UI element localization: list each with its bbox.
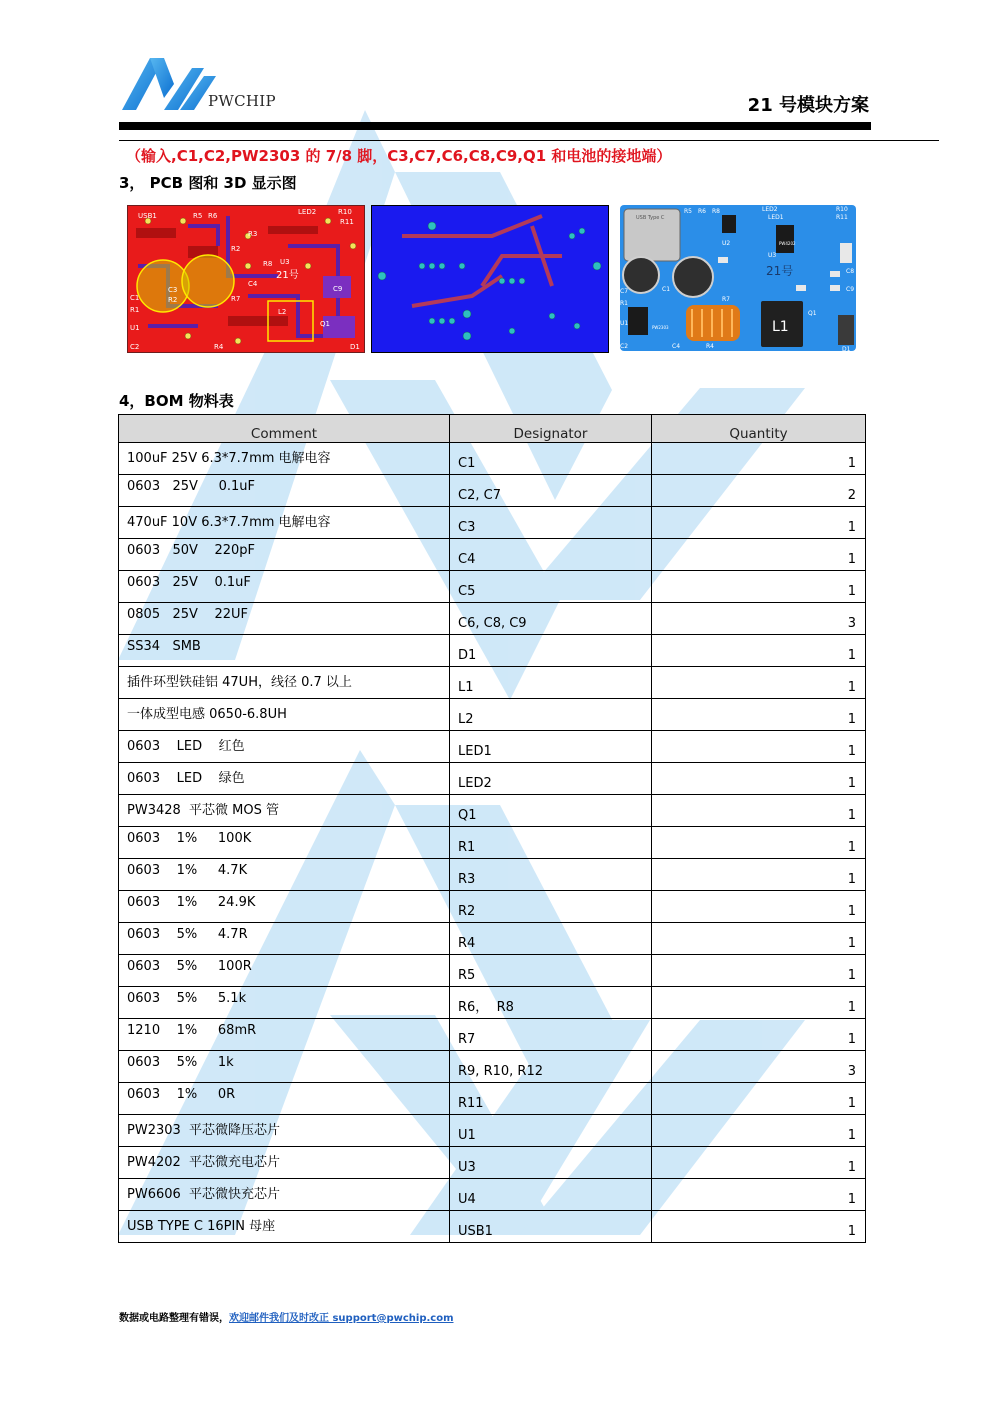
pcb-top-label: R2	[231, 245, 241, 253]
table-row	[119, 1019, 866, 1051]
cell-comment: 0603 25V 0.1uF	[119, 475, 450, 507]
cell-designator: C5	[450, 571, 652, 603]
cell-designator: R11	[450, 1083, 652, 1115]
table-row	[119, 539, 866, 571]
header-rule-thick	[119, 122, 871, 130]
cell-designator: R4	[450, 923, 652, 955]
pcb-3d-label: R1	[620, 300, 628, 307]
pcb-3d-label: R7	[722, 296, 730, 303]
cell-designator: U1	[450, 1115, 652, 1147]
cell-quantity: 1	[652, 827, 866, 859]
cell-quantity: 1	[652, 763, 866, 795]
pcb-bottom-layer-image	[371, 205, 609, 353]
pcb-3d-label: D1	[842, 346, 851, 351]
cell-comment: PW3428 平芯微 MOS 管	[119, 795, 450, 827]
cell-comment: PW4202 平芯微充电芯片	[119, 1147, 450, 1179]
cell-designator: R7	[450, 1019, 652, 1051]
table-row	[119, 1179, 866, 1211]
pcb-top-label: R7	[231, 295, 241, 303]
pcb-3d-label: PW4202	[779, 241, 796, 246]
table-row	[119, 699, 866, 731]
pcb-3d-label: LED1	[768, 214, 784, 221]
cell-comment: 0603 1% 0R	[119, 1083, 450, 1115]
pcb-3d-label: R5	[684, 208, 692, 215]
pcb-top-label: LED2	[298, 208, 317, 216]
pcb-top-label: 21号	[276, 270, 299, 281]
cell-designator: Q1	[450, 795, 652, 827]
pcb-top-label: C2	[130, 343, 140, 351]
cell-comment: 0603 25V 0.1uF	[119, 571, 450, 603]
column-header-quantity: Quantity	[652, 415, 866, 443]
cell-quantity: 1	[652, 1083, 866, 1115]
pcb-top-label: R11	[340, 218, 354, 226]
pcb-top-label: R2	[168, 296, 178, 304]
pcb-top-label: U1	[130, 324, 140, 332]
pcb-top-label: R6	[208, 212, 218, 220]
header-rule-thin	[119, 140, 939, 141]
pcb-top-label: C4	[248, 280, 258, 288]
cell-quantity: 1	[652, 1211, 866, 1243]
table-row	[119, 443, 866, 475]
pcb-top-label: C1	[130, 294, 140, 302]
cell-designator: C1	[450, 443, 652, 475]
cell-comment: 0603 5% 100R	[119, 955, 450, 987]
footer-support-link[interactable]: 欢迎邮件我们及时改正 support@pwchip.com	[229, 1313, 454, 1324]
table-row	[119, 827, 866, 859]
cell-comment: PW6606 平芯微快充芯片	[119, 1179, 450, 1211]
table-row	[119, 1051, 866, 1083]
cell-quantity: 1	[652, 507, 866, 539]
pcb-top-label: R1	[130, 306, 140, 314]
cell-designator: L1	[450, 667, 652, 699]
cell-designator: R6， R8	[450, 987, 652, 1019]
cell-designator: U3	[450, 1147, 652, 1179]
column-header-designator: Designator	[450, 415, 652, 443]
pcb-3d-label: C9	[846, 286, 855, 293]
cell-quantity: 1	[652, 731, 866, 763]
cell-designator: C6, C8, C9	[450, 603, 652, 635]
cell-comment: 0603 5% 5.1k	[119, 987, 450, 1019]
pcb-top-label: L2	[278, 308, 287, 316]
table-row	[119, 603, 866, 635]
pcb-3d-label: C7	[620, 288, 629, 295]
pcb-3d-label: U3	[768, 252, 777, 259]
cell-quantity: 1	[652, 859, 866, 891]
table-row	[119, 955, 866, 987]
cell-quantity: 1	[652, 635, 866, 667]
cell-quantity: 1	[652, 699, 866, 731]
cell-designator: C4	[450, 539, 652, 571]
cell-designator: R9, R10, R12	[450, 1051, 652, 1083]
cell-comment: 0603 50V 220pF	[119, 539, 450, 571]
ground-note: （输入,C1,C2,PW2303 的 7/8 脚，C3,C7,C6,C8,C9,Q1 和电池的接地端）	[126, 147, 672, 165]
section-4-title: 4，BOM 物料表	[119, 392, 234, 410]
table-row	[119, 891, 866, 923]
pcb-3d-render-image	[618, 205, 858, 351]
cell-comment: 0603 1% 100K	[119, 827, 450, 859]
cell-quantity: 2	[652, 475, 866, 507]
cell-quantity: 1	[652, 987, 866, 1019]
footer-text: 数据或电路整理有错误，	[119, 1313, 229, 1324]
table-row	[119, 507, 866, 539]
table-row	[119, 859, 866, 891]
pcb-3d-label: PW2303	[652, 325, 669, 330]
table-row	[119, 795, 866, 827]
pcb-top-label: R3	[248, 230, 258, 238]
cell-quantity: 1	[652, 667, 866, 699]
pcb-top-label: U3	[280, 258, 290, 266]
pcb-3d-label: C8	[846, 268, 855, 275]
cell-quantity: 1	[652, 891, 866, 923]
cell-comment: USB TYPE C 16PIN 母座	[119, 1211, 450, 1243]
table-row	[119, 635, 866, 667]
pcb-top-label: R5	[193, 212, 203, 220]
cell-designator: R2	[450, 891, 652, 923]
pcb-3d-label: R8	[712, 208, 720, 215]
pcb-top-label: R4	[214, 343, 224, 351]
cell-quantity: 1	[652, 571, 866, 603]
section-3-title: 3， PCB 图和 3D 显示图	[119, 174, 297, 192]
pcb-3d-label: U2	[722, 240, 731, 247]
pcb-3d-label: Q1	[808, 310, 817, 317]
cell-designator: C3	[450, 507, 652, 539]
table-row	[119, 1147, 866, 1179]
table-row	[119, 731, 866, 763]
cell-designator: R1	[450, 827, 652, 859]
cell-comment: 一体成型电感 0650-6.8UH	[119, 699, 450, 731]
table-row	[119, 571, 866, 603]
pcb-3d-label: LED2	[762, 206, 778, 213]
table-row	[119, 1083, 866, 1115]
cell-comment: SS34 SMB	[119, 635, 450, 667]
pcb-top-label: R10	[338, 208, 352, 216]
cell-designator: D1	[450, 635, 652, 667]
cell-comment: 470uF 10V 6.3*7.7mm 电解电容	[119, 507, 450, 539]
pcb-3d-label: R4	[706, 343, 714, 350]
pcb-top-label: D1	[350, 343, 360, 351]
footer	[119, 1309, 454, 1324]
cell-quantity: 1	[652, 1179, 866, 1211]
cell-comment: 0603 5% 1k	[119, 1051, 450, 1083]
cell-comment: PW2303 平芯微降压芯片	[119, 1115, 450, 1147]
pcb-3d-label: R11	[836, 214, 848, 221]
cell-comment: 1210 1% 68mR	[119, 1019, 450, 1051]
cell-designator: LED2	[450, 763, 652, 795]
logo-text: PWCHIP	[208, 92, 276, 110]
cell-designator: L2	[450, 699, 652, 731]
table-row	[119, 923, 866, 955]
pcb-3d-label: U1	[620, 320, 629, 327]
cell-quantity: 1	[652, 923, 866, 955]
pcb-top-label: C3	[168, 286, 178, 294]
pcb-3d-label: C4	[672, 343, 681, 350]
pcb-3d-label: R10	[836, 206, 848, 213]
cell-quantity: 3	[652, 603, 866, 635]
pcb-3d-label: USB Type C	[636, 215, 665, 221]
cell-quantity: 1	[652, 443, 866, 475]
cell-quantity: 1	[652, 1147, 866, 1179]
cell-designator: U4	[450, 1179, 652, 1211]
bom-table	[118, 414, 866, 1243]
table-row	[119, 667, 866, 699]
table-row	[119, 1211, 866, 1243]
cell-comment: 0603 LED 红色	[119, 731, 450, 763]
cell-comment: 0603 1% 4.7K	[119, 859, 450, 891]
cell-quantity: 1	[652, 1019, 866, 1051]
table-header-row	[119, 415, 866, 443]
cell-comment: 插件环型铁硅铝 47UH，线径 0.7 以上	[119, 667, 450, 699]
pcb-3d-label: C1	[662, 286, 671, 293]
pcb-3d-label: C2	[620, 343, 629, 350]
cell-comment: 0603 LED 绿色	[119, 763, 450, 795]
cell-designator: R5	[450, 955, 652, 987]
cell-quantity: 3	[652, 1051, 866, 1083]
cell-designator: R3	[450, 859, 652, 891]
pcb-top-label: USB1	[138, 212, 157, 220]
table-row	[119, 763, 866, 795]
pcb-3d-label: L1	[772, 319, 789, 335]
table-row	[119, 987, 866, 1019]
column-header-comment: Comment	[119, 415, 450, 443]
pcb-3d-label: 21号	[766, 264, 794, 278]
cell-designator: USB1	[450, 1211, 652, 1243]
pcb-top-label: C9	[333, 285, 343, 293]
cell-comment: 0805 25V 22UF	[119, 603, 450, 635]
cell-quantity: 1	[652, 1115, 866, 1147]
pcb-top-label: Q1	[320, 320, 330, 328]
cell-designator: LED1	[450, 731, 652, 763]
cell-designator: C2, C7	[450, 475, 652, 507]
cell-quantity: 1	[652, 955, 866, 987]
cell-comment: 0603 1% 24.9K	[119, 891, 450, 923]
cell-quantity: 1	[652, 539, 866, 571]
pcb-top-layer-image	[127, 205, 365, 353]
pcb-top-label: R8	[263, 260, 273, 268]
table-row	[119, 1115, 866, 1147]
cell-quantity: 1	[652, 795, 866, 827]
cell-comment: 100uF 25V 6.3*7.7mm 电解电容	[119, 443, 450, 475]
document-title: 21 号模块方案	[747, 95, 869, 116]
cell-comment: 0603 5% 4.7R	[119, 923, 450, 955]
pcb-3d-label: R6	[698, 208, 706, 215]
table-row	[119, 475, 866, 507]
